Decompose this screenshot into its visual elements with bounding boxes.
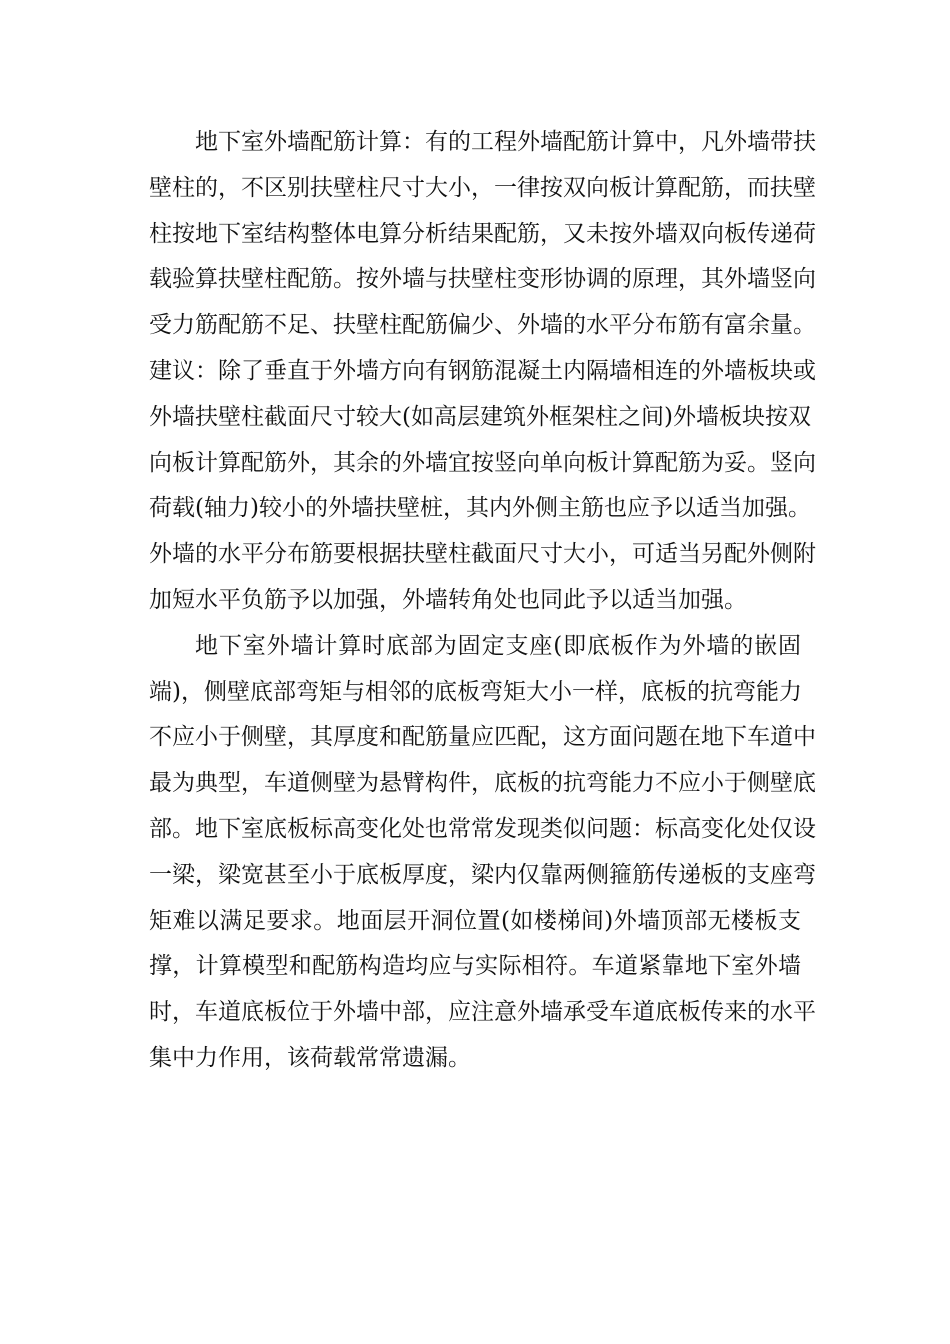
paragraph-line: 受力筋配筋不足、扶壁柱配筋偏少、外墙的水平分布筋有富余量。 xyxy=(149,312,816,339)
paragraph-line: 外墙的水平分布筋要根据扶壁柱截面尺寸大小，可适当另配外侧附 xyxy=(149,541,816,568)
paragraph-line: 载验算扶壁柱配筋。按外墙与扶壁柱变形协调的原理，其外墙竖向 xyxy=(149,266,816,293)
paragraph-line: 最为典型，车道侧壁为悬臂构件，底板的抗弯能力不应小于侧壁底 xyxy=(149,770,816,797)
paragraph-line: 集中力作用，该荷载常常遗漏。 xyxy=(149,1044,471,1071)
paragraph-line: 矩难以满足要求。地面层开洞位置(如楼梯间)外墙顶部无楼板支 xyxy=(149,907,801,934)
paragraph-line: 加短水平负筋予以加强，外墙转角处也同此予以适当加强。 xyxy=(149,586,747,613)
paragraph-line: 壁柱的，不区别扶壁柱尺寸大小，一律按双向板计算配筋，而扶壁 xyxy=(149,174,816,201)
paragraph-line: 时，车道底板位于外墙中部，应注意外墙承受车道底板传来的水平 xyxy=(149,999,816,1026)
document-body xyxy=(149,120,816,1082)
paragraph-line: 向板计算配筋外，其余的外墙宜按竖向单向板计算配筋为妥。竖向 xyxy=(149,449,816,476)
paragraph-1 xyxy=(149,120,816,624)
paragraph-line: 不应小于侧壁，其厚度和配筋量应匹配，这方面问题在地下车道中 xyxy=(149,724,816,751)
paragraph-line: 柱按地下室结构整体电算分析结果配筋，又未按外墙双向板传递荷 xyxy=(149,220,816,247)
paragraph-line: 地下室外墙配筋计算：有的工程外墙配筋计算中，凡外墙带扶 xyxy=(195,129,816,155)
paragraph-line: 建议：除了垂直于外墙方向有钢筋混凝土内隔墙相连的外墙板块或 xyxy=(149,357,816,384)
paragraph-line: 一梁，梁宽甚至小于底板厚度，梁内仅靠两侧箍筋传递板的支座弯 xyxy=(149,861,816,888)
paragraph-line: 端)，侧壁底部弯矩与相邻的底板弯矩大小一样，底板的抗弯能力 xyxy=(149,678,802,705)
paragraph-line: 撑，计算模型和配筋构造均应与实际相符。车道紧靠地下室外墙 xyxy=(149,953,801,980)
paragraph-line: 部。地下室底板标高变化处也常常发现类似问题：标高变化处仅设 xyxy=(149,815,816,842)
paragraph-line: 地下室外墙计算时底部为固定支座(即底板作为外墙的嵌固 xyxy=(195,632,801,659)
paragraph-line: 荷载(轴力)较小的外墙扶壁桩，其内外侧主筋也应予以适当加强。 xyxy=(149,495,811,522)
paragraph-2 xyxy=(149,624,816,1082)
paragraph-line: 外墙扶壁柱截面尺寸较大(如高层建筑外框架柱之间)外墙板块按双 xyxy=(149,403,811,430)
